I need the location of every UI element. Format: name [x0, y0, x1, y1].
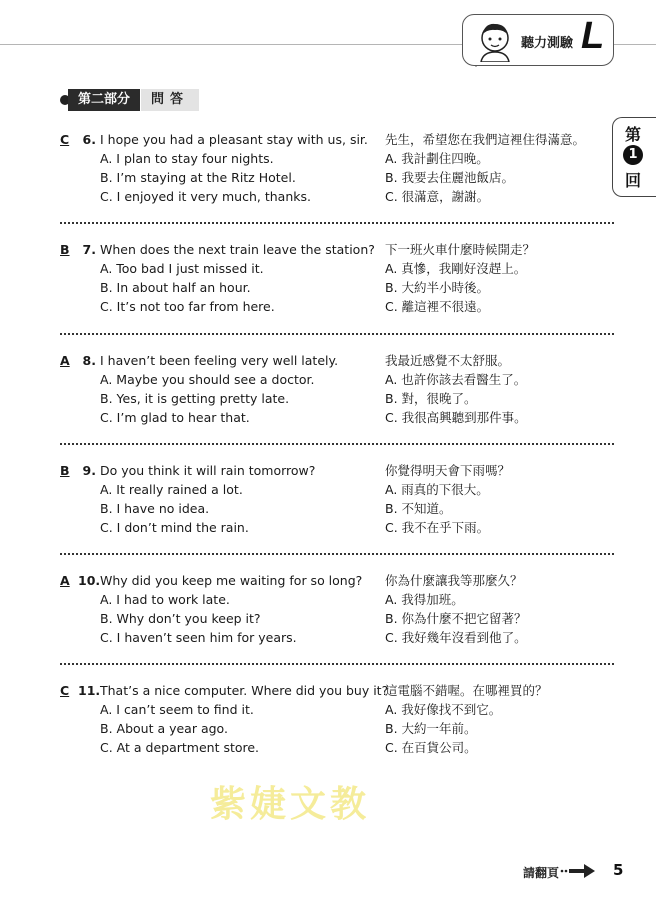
dotted-divider — [60, 553, 614, 555]
option-zh: C. 我不在乎下雨。 — [385, 520, 490, 535]
option-en: B. Yes, it is getting pretty late. — [100, 391, 290, 406]
question-number: 9. — [82, 463, 96, 478]
option-zh: A. 也許你該去看醫生了。 — [385, 372, 527, 387]
question-text-zh: 你為什麼讓我等那麼久？ — [385, 573, 523, 588]
option-zh: B. 大約半小時後。 — [385, 280, 490, 295]
section-part-label: 第二部分 — [68, 89, 140, 111]
option-zh: C. 我很高興聽到那件事。 — [385, 410, 527, 425]
question-text-zh: 你覺得明天會下雨嗎？ — [385, 463, 511, 478]
dotted-divider — [60, 222, 614, 224]
option-zh: B. 對，很晚了。 — [385, 391, 477, 406]
student-avatar-icon — [473, 18, 517, 62]
question-text-en: When does the next train leave the station? — [100, 242, 375, 257]
option-zh: A. 雨真的下很大。 — [385, 482, 489, 497]
option-en: C. At a department store. — [100, 740, 260, 755]
answer-letter: B — [60, 463, 70, 478]
option-zh: C. 離這裡不很遠。 — [385, 299, 490, 314]
badge-letter: L — [581, 15, 605, 57]
page-number: 5 — [613, 861, 624, 879]
option-en: A. Too bad I just missed it. — [100, 261, 264, 276]
option-en: B. Why don’t you keep it? — [100, 611, 261, 626]
option-zh: B. 大約一年前。 — [385, 721, 477, 736]
question-item — [0, 353, 656, 433]
turn-page-label: 請翻頁 — [523, 866, 560, 880]
answer-letter: A — [60, 353, 70, 368]
question-text-en: Do you think it will rain tomorrow? — [100, 463, 316, 478]
option-zh: B. 你為什麼不把它留著？ — [385, 611, 527, 626]
option-en: B. About a year ago. — [100, 721, 228, 736]
option-en: A. I had to work late. — [100, 592, 230, 607]
option-zh: A. 我好像找不到它。 — [385, 702, 502, 717]
option-en: A. It really rained a lot. — [100, 482, 243, 497]
answer-letter: A — [60, 573, 70, 588]
question-number: 8. — [82, 353, 96, 368]
question-text-zh: 下一班火車什麼時候開走？ — [385, 242, 536, 257]
option-en: C. It’s not too far from here. — [100, 299, 275, 314]
option-zh: A. 我計劃住四晚。 — [385, 151, 489, 166]
question-text-zh: 先生，希望您在我們這裡住得滿意。 — [385, 132, 586, 147]
question-item — [0, 242, 656, 322]
question-item — [0, 463, 656, 543]
option-zh: C. 在百貨公司。 — [385, 740, 477, 755]
question-item — [0, 132, 656, 212]
question-number: 7. — [82, 242, 96, 257]
option-en: C. I enjoyed it very much, thanks. — [100, 189, 311, 204]
watermark: 紫婕文教 — [210, 784, 371, 825]
round-tab-suffix: 回 — [624, 171, 641, 190]
answer-letter: C — [60, 683, 70, 698]
option-zh: C. 很滿意，謝謝。 — [385, 189, 490, 204]
option-en: B. I’m staying at the Ritz Hotel. — [100, 170, 296, 185]
option-zh: A. 真慘，我剛好沒趕上。 — [385, 261, 527, 276]
answer-letter: C — [60, 132, 70, 147]
question-text-zh: 我最近感覺不太舒服。 — [385, 353, 511, 368]
question-number: 10. — [78, 573, 101, 588]
option-en: C. I don’t mind the rain. — [100, 520, 249, 535]
option-en: A. I can’t seem to find it. — [100, 702, 254, 717]
dotted-divider — [60, 333, 614, 335]
option-zh: B. 不知道。 — [385, 501, 452, 516]
option-en: C. I’m glad to hear that. — [100, 410, 250, 425]
question-number: 6. — [82, 132, 96, 147]
question-text-en: I haven’t been feeling very well lately. — [100, 353, 339, 368]
arrow-right-icon — [560, 863, 596, 879]
question-text-zh: 這電腦不錯喔。在哪裡買的？ — [385, 683, 548, 698]
option-zh: B. 我要去住麗池飯店。 — [385, 170, 515, 185]
section-badge — [462, 14, 614, 66]
question-number: 11. — [78, 683, 101, 698]
option-en: B. I have no idea. — [100, 501, 210, 516]
option-en: C. I haven’t seen him for years. — [100, 630, 297, 645]
option-en: A. Maybe you should see a doctor. — [100, 372, 315, 387]
answer-letter: B — [60, 242, 70, 257]
round-tab-prefix: 第 — [624, 125, 641, 144]
question-text-en: Why did you keep me waiting for so long? — [100, 573, 363, 588]
option-zh: A. 我得加班。 — [385, 592, 464, 607]
round-tab-number: 1 — [623, 145, 643, 165]
question-item — [0, 683, 656, 763]
question-item — [0, 573, 656, 653]
dotted-divider — [60, 663, 614, 665]
dotted-divider — [60, 443, 614, 445]
option-en: B. In about half an hour. — [100, 280, 251, 295]
badge-title: 聽力測驗 — [521, 36, 574, 51]
section-name-label: 問答 — [141, 89, 199, 111]
option-zh: C. 我好幾年沒看到他了。 — [385, 630, 527, 645]
question-text-en: I hope you had a pleasant stay with us, sir. — [100, 132, 368, 147]
question-text-en: That’s a nice computer. Where did you buy it? — [100, 683, 389, 698]
option-en: A. I plan to stay four nights. — [100, 151, 274, 166]
